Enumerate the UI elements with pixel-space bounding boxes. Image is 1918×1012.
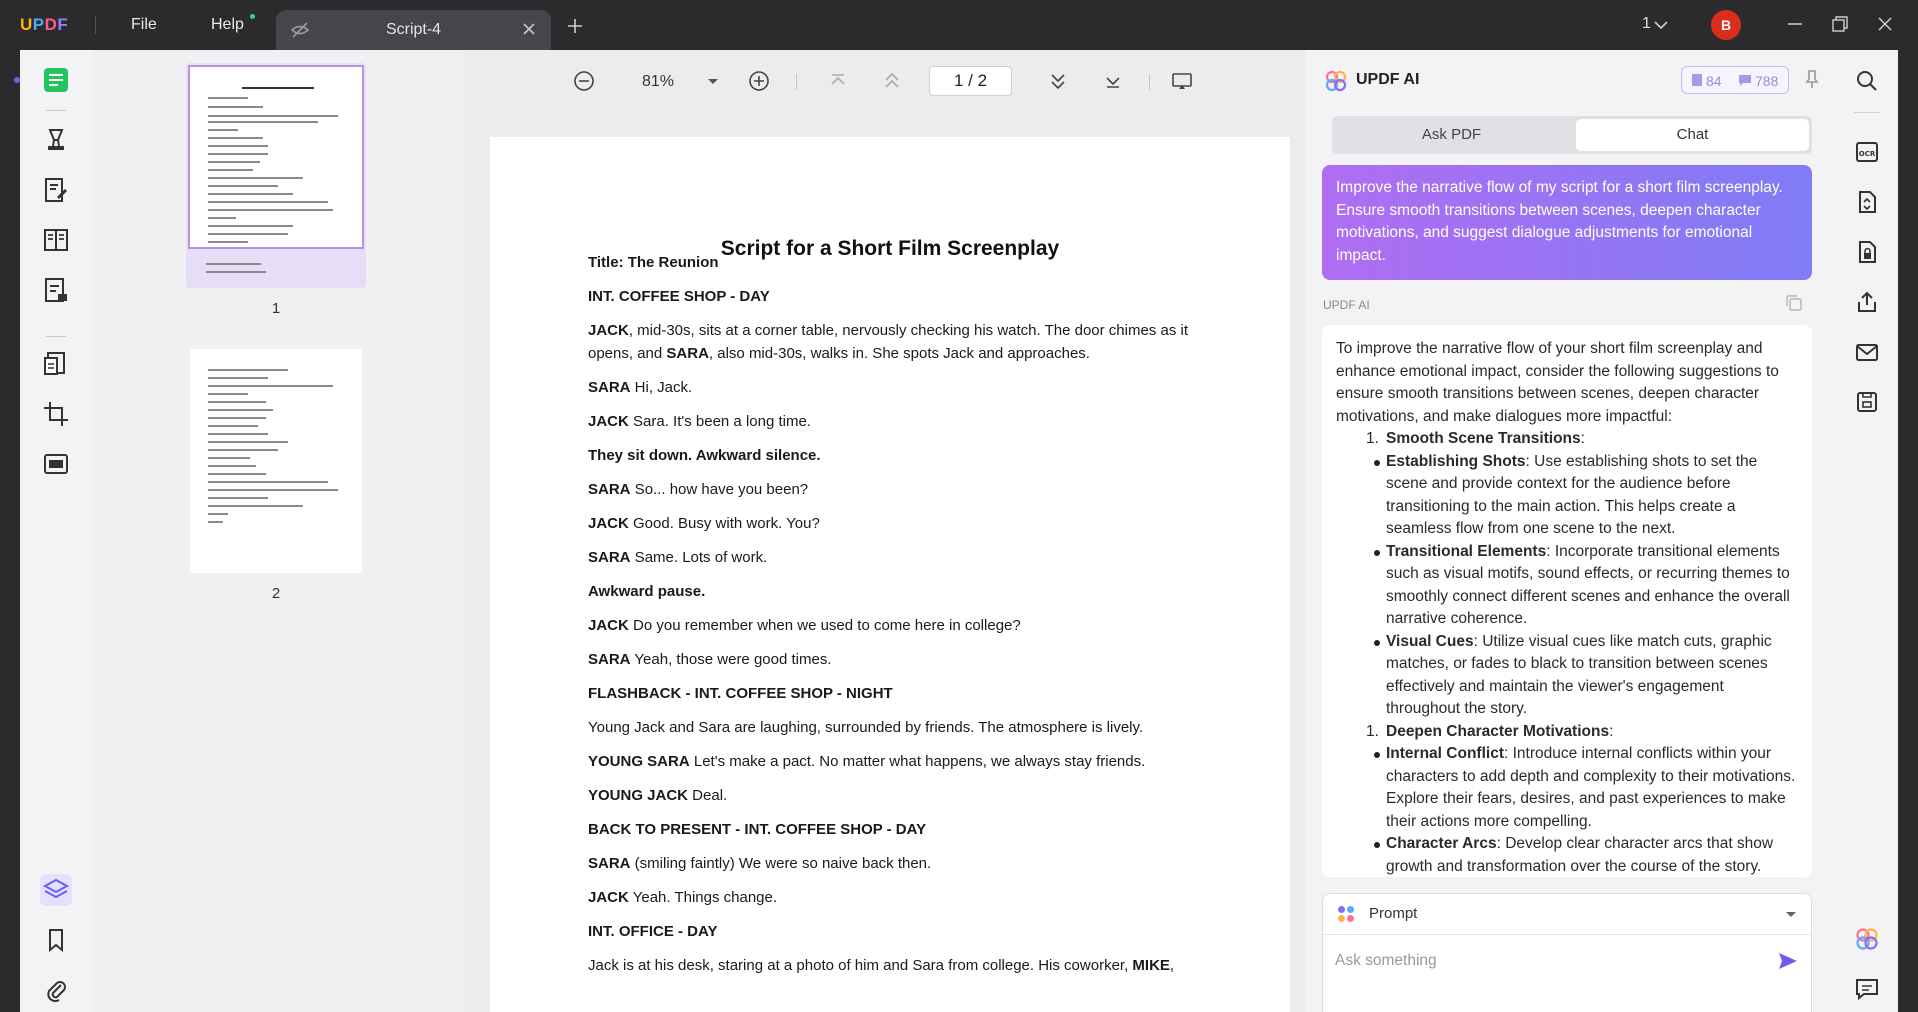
- script-line: [588, 512, 1228, 535]
- avatar[interactable]: B: [1711, 10, 1741, 40]
- script-bold-text: SARA: [588, 379, 631, 396]
- response-intro: To improve the narrative flow of your short film screenplay and enhance emotional impact, consider the following suggestions to ensure smooth transitions between scenes, deepen character motivations, and make dialogues more impactful:: [1336, 340, 1779, 425]
- svg-text:OCR: OCR: [1858, 150, 1876, 158]
- script-text: , also mid-30s, walks in. She spots Jack and approaches.: [708, 345, 1090, 362]
- attachment-icon[interactable]: [40, 974, 72, 1006]
- bullet-dot: [1374, 842, 1380, 848]
- script-bold-text: JACK: [588, 322, 629, 339]
- script-text: Do you remember when we used to come here in college?: [628, 617, 1021, 634]
- ai-panel: [1306, 50, 1836, 1012]
- thumbnail-number: 2: [271, 585, 281, 602]
- bullet-dot: [1374, 550, 1380, 556]
- section-heading-text: Deepen Character Motivations: [1386, 722, 1610, 740]
- chat-icon[interactable]: [1854, 976, 1880, 1002]
- title-bar: [0, 0, 1918, 50]
- save-icon[interactable]: [1854, 389, 1880, 415]
- organize-pages-icon[interactable]: [40, 224, 72, 256]
- list-number: 1.: [1366, 430, 1379, 447]
- script-bold-text: JACK: [588, 515, 629, 532]
- updf-ai-logo-icon: [1324, 69, 1348, 93]
- script-text: Sara. It's been a long time.: [628, 413, 811, 430]
- ocr-icon[interactable]: [1854, 139, 1880, 165]
- bullet-term: Character Arcs: [1386, 835, 1497, 852]
- response-bullet: [1336, 451, 1798, 541]
- script-line: [588, 750, 1228, 773]
- script-bold-text: They sit down. Awkward silence.: [588, 447, 821, 464]
- bullet-description: : Introduce internal conflicts within your characters to add depth and complexity to their motivations. Explore their fears, desires, and past experiences to make their actions more compelling.: [1386, 745, 1796, 830]
- ai-response-label: UPDF AI: [1323, 298, 1370, 312]
- script-line: [588, 614, 1228, 637]
- bookmark-icon[interactable]: [40, 924, 72, 956]
- previous-page-icon[interactable]: [880, 69, 904, 93]
- script-bold-text: SARA: [588, 549, 631, 566]
- reader-icon[interactable]: [40, 64, 72, 96]
- script-bold-text: SARA: [588, 481, 631, 498]
- script-bold-text: FLASHBACK - INT. COFFEE SHOP - NIGHT: [588, 685, 893, 702]
- script-line: [588, 818, 1228, 841]
- layers-icon[interactable]: [40, 874, 72, 906]
- script-text: ,: [1169, 957, 1175, 974]
- thumbnail-page-2[interactable]: [190, 349, 362, 573]
- menu-help[interactable]: Help: [211, 16, 244, 33]
- script-bold-text: INT. OFFICE - DAY: [588, 923, 718, 940]
- menu-file[interactable]: File: [131, 16, 157, 33]
- script-bold-text: SARA: [588, 855, 631, 872]
- script-line: [588, 920, 1228, 943]
- restore-icon[interactable]: [1830, 14, 1850, 34]
- script-line: [588, 784, 1228, 807]
- chat-composer: [1322, 893, 1812, 1012]
- script-bold-text: MIKE: [1132, 957, 1170, 974]
- script-line: [588, 648, 1228, 671]
- thumbnail-page-1[interactable]: [186, 63, 366, 288]
- right-tool-rail: [1836, 50, 1898, 1012]
- document-viewer: [464, 50, 1306, 1012]
- ai-panel-title: UPDF AI: [1356, 71, 1420, 88]
- bullet-description: : Develop clear character arcs that show growth and transformation over the course of the story.: [1386, 835, 1774, 875]
- heading-colon: :: [1609, 722, 1614, 740]
- script-line: [588, 251, 1228, 274]
- response-bullet: [1336, 833, 1798, 877]
- script-line: [588, 682, 1228, 705]
- email-icon[interactable]: [1854, 339, 1880, 365]
- close-window-icon[interactable]: [1875, 14, 1895, 34]
- tab-title: Script-4: [385, 21, 442, 38]
- ask-input[interactable]: [1335, 946, 1755, 976]
- thumbnail-image: [188, 65, 364, 249]
- protect-icon[interactable]: [1854, 239, 1880, 265]
- prompt-selector-label: Prompt: [1369, 905, 1418, 922]
- script-text: opens, and: [588, 345, 667, 362]
- bullet-description: : Utilize visual cues like match cuts, graphic matches, or fades to black to transition between scenes effectively and maintain the viewer's engagement throughout the story.: [1386, 632, 1772, 717]
- credits-badge[interactable]: [1681, 66, 1789, 94]
- window-count[interactable]: 1: [1642, 15, 1651, 32]
- last-page-icon[interactable]: [1101, 69, 1125, 93]
- script-text: Let's make a pact. No matter what happens, we always stay friends.: [689, 753, 1146, 770]
- new-tab-icon[interactable]: [565, 16, 585, 36]
- response-bullet: [1336, 743, 1798, 833]
- title-separator: [95, 16, 96, 34]
- toolbar-divider: [1149, 74, 1150, 90]
- convert-icon[interactable]: [40, 348, 72, 380]
- active-indicator: [14, 77, 20, 83]
- script-line: [588, 546, 1228, 569]
- script-text: (smiling faintly) We were so naive back then.: [630, 855, 932, 872]
- script-text: Young Jack and Sara are laughing, surrounded by friends. The atmosphere is lively.: [588, 719, 1144, 736]
- response-bullet: [1336, 541, 1798, 631]
- heading-colon: :: [1580, 430, 1585, 447]
- bullet-dot: [1374, 640, 1380, 646]
- thumbnail-number: 1: [271, 300, 281, 317]
- comment-icon[interactable]: [40, 124, 72, 156]
- ai-response: [1322, 325, 1812, 877]
- bullet-term: Transitional Elements: [1386, 542, 1547, 560]
- thumbnail-panel: [92, 50, 464, 1012]
- document-title: Script for a Short Film Screenplay: [720, 237, 1060, 260]
- bullet-description: : Incorporate transitional elements such as visual motifs, sound effects, or recurring themes to smoothly connect different scenes and enhance the overall narrative coherence.: [1386, 542, 1790, 627]
- rail-divider: [1854, 112, 1880, 113]
- search-icon[interactable]: [1854, 68, 1880, 94]
- chevron-down-icon: [1783, 906, 1799, 922]
- script-bold-text: Awkward pause.: [588, 583, 706, 600]
- script-bold-text: SARA: [588, 651, 631, 668]
- edit-pdf-icon[interactable]: [40, 174, 72, 206]
- rail-divider: [46, 336, 66, 337]
- next-page-icon[interactable]: [1046, 69, 1070, 93]
- zoom-out-icon[interactable]: [572, 69, 596, 93]
- bullet-term: Internal Conflict: [1386, 745, 1504, 762]
- bullet-term: Visual Cues: [1386, 632, 1474, 650]
- script-line: [588, 342, 1228, 365]
- script-line: [588, 285, 1228, 308]
- script-line: [588, 410, 1228, 433]
- script-text: Hi, Jack.: [630, 379, 693, 396]
- pin-icon[interactable]: [1801, 68, 1823, 90]
- updf-ai-icon[interactable]: [1854, 926, 1880, 952]
- response-section-heading: [1336, 428, 1798, 451]
- list-number: 1.: [1366, 722, 1379, 740]
- prompt-selector[interactable]: [1323, 894, 1811, 934]
- script-text: Same. Lots of work.: [630, 549, 768, 566]
- app-logo: UPDF: [20, 15, 69, 34]
- tab-ask-pdf[interactable]: Ask PDF: [1421, 126, 1482, 143]
- toolbar-divider: [796, 74, 797, 90]
- script-bold-text: BACK TO PRESENT - INT. COFFEE SHOP - DAY: [588, 821, 927, 838]
- section-heading-text: Smooth Scene Transitions: [1386, 430, 1581, 447]
- script-bold-text: YOUNG JACK: [588, 787, 689, 804]
- first-page-icon[interactable]: [826, 69, 850, 93]
- bullet-description: : Use establishing shots to set the scene and provide context for the audience before transitioning to the main action. This helps create a seamless flow from one scene to the next.: [1386, 452, 1758, 537]
- pdf-page: [490, 137, 1290, 1012]
- script-line: [588, 478, 1228, 501]
- send-icon[interactable]: [1777, 950, 1799, 972]
- script-line: [588, 376, 1228, 399]
- script-bold-text: SARA: [666, 345, 709, 362]
- presentation-icon[interactable]: [1170, 69, 1194, 93]
- script-text: , mid-30s, sits at a corner table, nervously checking his watch. The door chimes as it: [628, 322, 1188, 339]
- zoom-dropdown-icon[interactable]: [704, 72, 722, 90]
- pdf-credits: 84: [1706, 73, 1722, 89]
- script-bold-text: YOUNG SARA: [588, 753, 690, 770]
- crop-icon[interactable]: [40, 398, 72, 430]
- script-text: Good. Busy with work. You?: [628, 515, 820, 532]
- window-edge: [1898, 50, 1918, 1012]
- form-icon[interactable]: [40, 274, 72, 306]
- chat-credit-icon: [1738, 74, 1752, 87]
- rail-divider: [46, 110, 66, 111]
- chat-credits: 788: [1755, 73, 1779, 89]
- response-section-heading: [1336, 721, 1798, 744]
- zoom-in-icon[interactable]: [747, 69, 771, 93]
- user-message: Improve the narrative flow of my script for a short film screenplay. Ensure smooth transitions between scenes, deepen character motivations, and suggest dialogue adjustments for emotional impact.: [1322, 165, 1812, 280]
- response-bullet: [1336, 631, 1798, 721]
- script-bold-text: JACK: [588, 617, 629, 634]
- script-bold-text: INT. COFFEE SHOP - DAY: [588, 288, 770, 305]
- script-line: [588, 852, 1228, 875]
- script-bold-text: JACK: [588, 889, 629, 906]
- script-line: [588, 444, 1228, 467]
- composer-divider: [1323, 934, 1811, 935]
- zoom-level[interactable]: 81%: [642, 73, 675, 90]
- script-line: [588, 319, 1228, 342]
- viewer-toolbar: [464, 50, 1306, 112]
- script-bold-text: Title: The Reunion: [588, 254, 719, 271]
- script-text: Yeah, those were good times.: [630, 651, 832, 668]
- script-bold-text: JACK: [588, 413, 629, 430]
- document-tab[interactable]: [276, 10, 551, 50]
- share-icon[interactable]: [1854, 289, 1880, 315]
- minimize-icon[interactable]: [1785, 14, 1805, 34]
- left-tool-rail: [20, 50, 92, 1012]
- ai-mode-tabs: [1332, 116, 1812, 154]
- convert-file-icon[interactable]: [1854, 189, 1880, 215]
- redact-icon[interactable]: [40, 448, 72, 480]
- chevron-down-icon[interactable]: [1652, 16, 1670, 34]
- bullet-term: Establishing Shots: [1386, 452, 1526, 470]
- bullet-dot: [1374, 460, 1380, 466]
- page-number-input[interactable]: 1 / 2: [929, 66, 1012, 96]
- script-text: Yeah. Things change.: [628, 889, 778, 906]
- script-line: [588, 580, 1228, 603]
- document-credit-icon: [1690, 73, 1704, 87]
- script-text: So... how have you been?: [630, 481, 809, 498]
- close-tab-icon[interactable]: [519, 19, 539, 39]
- bullet-dot: [1374, 752, 1380, 758]
- script-line: [588, 716, 1228, 739]
- help-notification-dot: [250, 14, 255, 19]
- script-line: [588, 954, 1228, 977]
- script-text: Jack is at his desk, staring at a photo of him and Sara from college. His coworker,: [588, 957, 1133, 974]
- script-line: [588, 886, 1228, 909]
- script-text: Deal.: [688, 787, 728, 804]
- prompt-icon: [1337, 905, 1355, 923]
- response-sections: [1336, 428, 1798, 877]
- tab-chat[interactable]: Chat: [1576, 119, 1809, 151]
- copy-icon[interactable]: [1784, 293, 1804, 313]
